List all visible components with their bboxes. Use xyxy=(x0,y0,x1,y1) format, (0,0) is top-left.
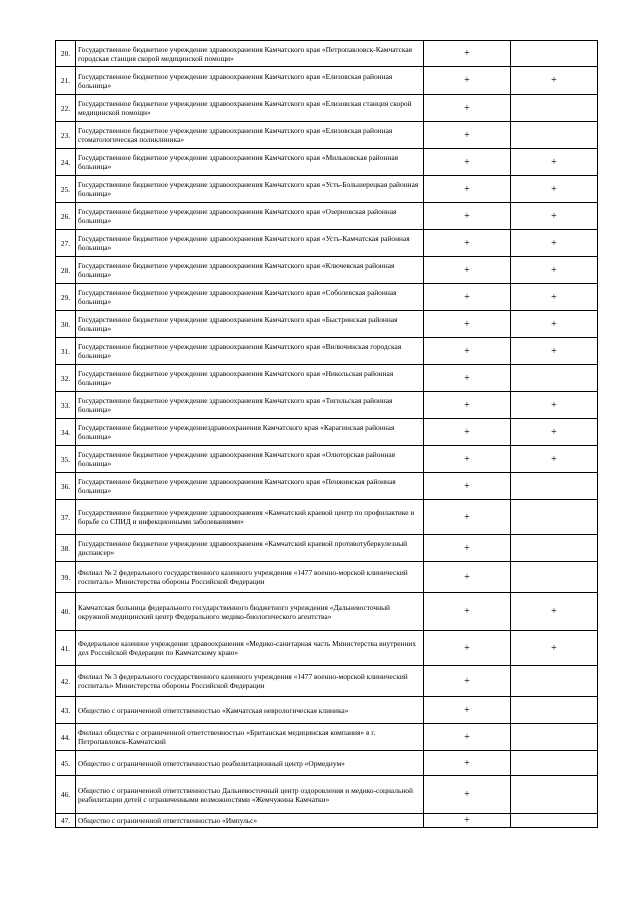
row-number: 44. xyxy=(56,724,76,751)
row-number: 45. xyxy=(56,751,76,776)
mark-column-2 xyxy=(511,365,598,392)
mark-column-2: + xyxy=(511,230,598,257)
row-number: 41. xyxy=(56,631,76,666)
row-number: 38. xyxy=(56,535,76,562)
organization-name: Государственное бюджетное учреждение здравоохранения Камчатского края «Елизовская районная больница» xyxy=(76,67,424,95)
mark-column-2: + xyxy=(511,446,598,473)
mark-column-2 xyxy=(511,95,598,122)
mark-column-1: + xyxy=(424,41,511,67)
mark-column-2: + xyxy=(511,257,598,284)
mark-column-2 xyxy=(511,122,598,149)
organization-name: Государственное бюджетное учреждение здравоохранения Камчатского края «Никольская районная больница» xyxy=(76,365,424,392)
mark-column-1: + xyxy=(424,446,511,473)
table-row xyxy=(56,751,598,776)
mark-column-2: + xyxy=(511,631,598,666)
row-number: 27. xyxy=(56,230,76,257)
registry-table-body xyxy=(56,41,598,828)
organization-name: Филиал № 3 федерального государственного казенного учреждения «1477 военно-морской клинический госпиталь» Министерства обороны Российской Федерации xyxy=(76,666,424,697)
mark-column-1: + xyxy=(424,593,511,631)
mark-column-2: + xyxy=(511,176,598,203)
row-number: 28. xyxy=(56,257,76,284)
table-row xyxy=(56,473,598,500)
mark-column-2 xyxy=(511,724,598,751)
mark-column-1: + xyxy=(424,473,511,500)
organization-name: Государственное бюджетное учреждение здравоохранения Камчатского края «Усть-Камчатская районная больница» xyxy=(76,230,424,257)
table-row xyxy=(56,814,598,828)
mark-column-1: + xyxy=(424,284,511,311)
mark-column-1: + xyxy=(424,203,511,230)
row-number: 37. xyxy=(56,500,76,535)
table-row xyxy=(56,419,598,446)
organization-name: Государственное бюджетное учреждение здравоохранения «Камчатский краевой центр по профилактике и борьбе со СПИД и инфекционными заболеваниями» xyxy=(76,500,424,535)
row-number: 39. xyxy=(56,562,76,593)
mark-column-2 xyxy=(511,500,598,535)
mark-column-1: + xyxy=(424,338,511,365)
organization-name: Государственное бюджетное учреждение здравоохранения Камчатского края «Соболевская районная больница» xyxy=(76,284,424,311)
row-number: 24. xyxy=(56,149,76,176)
row-number: 42. xyxy=(56,666,76,697)
row-number: 26. xyxy=(56,203,76,230)
mark-column-1: + xyxy=(424,257,511,284)
row-number: 47. xyxy=(56,814,76,828)
table-row xyxy=(56,230,598,257)
organization-name: Филиал общества с ограниченной ответственностью «Британская медицинская компания» в г. Петропавловск-Камчатский xyxy=(76,724,424,751)
mark-column-2: + xyxy=(511,149,598,176)
organization-name: Государственное бюджетное учреждение здравоохранения Камчатского края «Пенжинская районная больница» xyxy=(76,473,424,500)
organization-name: Государственное бюджетное учреждение здравоохранения Камчатского края «Вилючинская городская больница» xyxy=(76,338,424,365)
row-number: 25. xyxy=(56,176,76,203)
mark-column-1: + xyxy=(424,95,511,122)
organization-name: Государственное бюджетное учреждение здравоохранения «Камчатский краевой противотуберкулезный диспансер» xyxy=(76,535,424,562)
table-row xyxy=(56,338,598,365)
table-row xyxy=(56,724,598,751)
mark-column-2 xyxy=(511,562,598,593)
organization-name: Камчатская больница федерального государственного бюджетного учреждения «Дальневосточный окружной медицинский центр Федерального медико-биологического агентства» xyxy=(76,593,424,631)
table-row xyxy=(56,446,598,473)
organization-name: Общество с ограниченной ответственностью «Импульс» xyxy=(76,814,424,828)
mark-column-2 xyxy=(511,751,598,776)
mark-column-2 xyxy=(511,697,598,724)
mark-column-2: + xyxy=(511,593,598,631)
row-number: 46. xyxy=(56,776,76,814)
organization-name: Государственное бюджетное учреждение здравоохранения Камчатского края «Тигильская районная больница» xyxy=(76,392,424,419)
mark-column-2 xyxy=(511,41,598,67)
mark-column-2: + xyxy=(511,67,598,95)
organization-name: Государственное бюджетное учреждение здравоохранения Камчатского края «Озерновская районная больница» xyxy=(76,203,424,230)
row-number: 36. xyxy=(56,473,76,500)
organization-name: Государственное бюджетное учреждение здравоохранения Камчатского края «Быстринская районная больница» xyxy=(76,311,424,338)
organization-name: Государственное бюджетное учреждение здравоохранения Камчатского края «Ключевская районная больница» xyxy=(76,257,424,284)
mark-column-1: + xyxy=(424,176,511,203)
mark-column-1: + xyxy=(424,724,511,751)
table-row xyxy=(56,41,598,67)
organization-name: Общество с ограниченной ответственностью «Камчатская неврологическая клиника» xyxy=(76,697,424,724)
row-number: 30. xyxy=(56,311,76,338)
table-row xyxy=(56,284,598,311)
organization-name: Общество с ограниченной ответственностью Дальневосточный центр оздоровления и медико-социальной реабилитации детей с ограниченными возможностями «Жемчужина Камчатки» xyxy=(76,776,424,814)
mark-column-1: + xyxy=(424,419,511,446)
mark-column-1: + xyxy=(424,562,511,593)
mark-column-1: + xyxy=(424,751,511,776)
organization-name: Государственное бюджетное учреждение здравоохранения Камчатского края «Елизовская районная стоматологическая поликлиника» xyxy=(76,122,424,149)
mark-column-1: + xyxy=(424,149,511,176)
table-row xyxy=(56,631,598,666)
mark-column-2 xyxy=(511,535,598,562)
mark-column-2 xyxy=(511,473,598,500)
mark-column-1: + xyxy=(424,67,511,95)
row-number: 35. xyxy=(56,446,76,473)
mark-column-1: + xyxy=(424,776,511,814)
registry-table xyxy=(55,40,598,828)
table-row xyxy=(56,311,598,338)
row-number: 43. xyxy=(56,697,76,724)
organization-name: Филиал № 2 федерального государственного казенного учреждения «1477 военно-морской клинический госпиталь» Министерства обороны Российской Федерации xyxy=(76,562,424,593)
mark-column-1: + xyxy=(424,365,511,392)
table-row xyxy=(56,562,598,593)
mark-column-1: + xyxy=(424,697,511,724)
table-row xyxy=(56,593,598,631)
table-row xyxy=(56,500,598,535)
row-number: 23. xyxy=(56,122,76,149)
mark-column-1: + xyxy=(424,122,511,149)
table-row xyxy=(56,203,598,230)
table-row xyxy=(56,666,598,697)
mark-column-2: + xyxy=(511,338,598,365)
table-row xyxy=(56,176,598,203)
row-number: 21. xyxy=(56,67,76,95)
organization-name: Государственное бюджетное учреждение здравоохранения Камчатского края «Елизовская станция скорой медицинской помощи» xyxy=(76,95,424,122)
mark-column-2 xyxy=(511,814,598,828)
table-row xyxy=(56,95,598,122)
table-row xyxy=(56,776,598,814)
mark-column-1: + xyxy=(424,392,511,419)
organization-name: Государственное бюджетное учреждение здравоохранения Камчатского края «Усть-Большерецкая районная больница» xyxy=(76,176,424,203)
table-row xyxy=(56,67,598,95)
mark-column-2 xyxy=(511,776,598,814)
mark-column-2: + xyxy=(511,284,598,311)
table-row xyxy=(56,697,598,724)
mark-column-2 xyxy=(511,666,598,697)
mark-column-1: + xyxy=(424,230,511,257)
mark-column-2: + xyxy=(511,392,598,419)
mark-column-1: + xyxy=(424,814,511,828)
organization-name: Государственное бюджетное учреждение здравоохранения Камчатского края «Петропавловск-Камчатская городская станция скорой медицинской помощи» xyxy=(76,41,424,67)
row-number: 31. xyxy=(56,338,76,365)
mark-column-1: + xyxy=(424,311,511,338)
mark-column-2: + xyxy=(511,419,598,446)
mark-column-1: + xyxy=(424,535,511,562)
row-number: 32. xyxy=(56,365,76,392)
mark-column-2: + xyxy=(511,311,598,338)
organization-name: Государственное бюджетное учреждениездравоохранения Камчатского края «Карагинская районная больница» xyxy=(76,419,424,446)
row-number: 29. xyxy=(56,284,76,311)
row-number: 40. xyxy=(56,593,76,631)
organization-name: Государственное бюджетное учреждение здравоохранения Камчатского края «Олюторская районная больница» xyxy=(76,446,424,473)
table-row xyxy=(56,535,598,562)
organization-name: Общество с ограниченной ответственностью реабилитационный центр «Ормедиум» xyxy=(76,751,424,776)
table-row xyxy=(56,392,598,419)
table-row xyxy=(56,257,598,284)
mark-column-1: + xyxy=(424,631,511,666)
table-row xyxy=(56,149,598,176)
organization-name: Федеральное казенное учреждение здравоохранения «Медико-санитарная часть Министерства внутренних дел Российской Федерации по Камчатскому краю» xyxy=(76,631,424,666)
table-row xyxy=(56,365,598,392)
row-number: 22. xyxy=(56,95,76,122)
organization-name: Государственное бюджетное учреждение здравоохранения Камчатского края «Мильковская районная больница» xyxy=(76,149,424,176)
row-number: 34. xyxy=(56,419,76,446)
row-number: 20. xyxy=(56,41,76,67)
mark-column-1: + xyxy=(424,500,511,535)
mark-column-1: + xyxy=(424,666,511,697)
table-row xyxy=(56,122,598,149)
row-number: 33. xyxy=(56,392,76,419)
mark-column-2: + xyxy=(511,203,598,230)
